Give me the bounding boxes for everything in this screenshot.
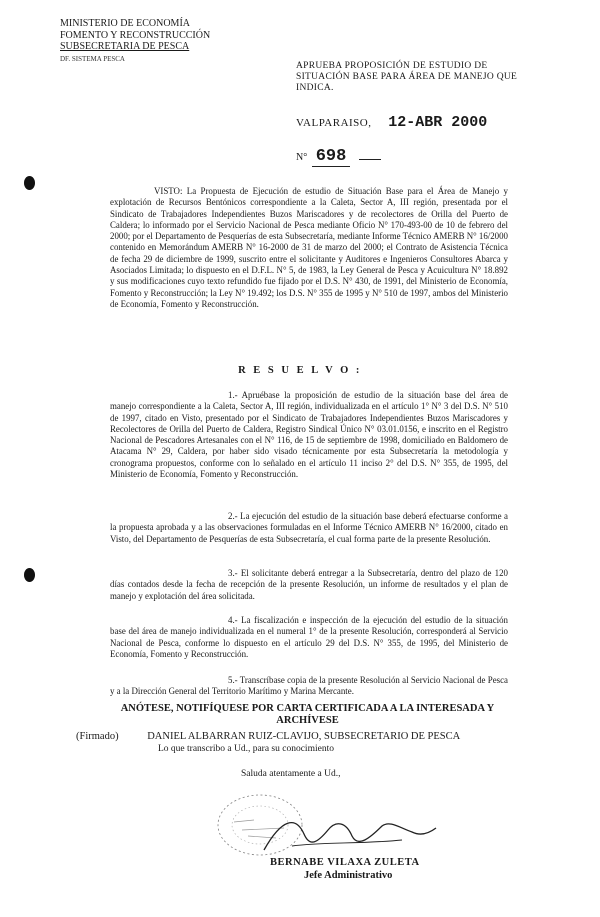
resuelvo-heading: R E S U E L V O :	[238, 365, 362, 376]
resolution-number	[296, 147, 381, 166]
number-suffix-line	[359, 159, 381, 160]
signed-label: (Firmado)	[76, 731, 119, 742]
stamped-date: 12-ABR 2000	[388, 114, 488, 131]
resolution-item-2: 2.- La ejecución del estudio de la situación base deberá efectuarse conforme a la propuesta aprobada y a las observaciones formuladas en el Informe Técnico AMERB N° 16/2000, citado en Visto, del Departamento de Pesquerías de esta Subsecretaría, el cual forma parte de la presente Resolución.	[110, 511, 508, 544]
letterhead	[60, 18, 230, 65]
letterhead-reference: DF. SISTEMA PESCA	[60, 54, 125, 63]
punch-hole-bottom	[24, 568, 35, 582]
letterhead-ministry: MINISTERIO DE ECONOMÍA	[60, 18, 190, 29]
place-city: VALPARAISO,	[296, 117, 372, 129]
handwritten-signature	[252, 812, 442, 858]
signer-name: BERNABE VILAXA ZULETA	[270, 857, 420, 868]
closing-formula: ANÓTESE, NOTIFÍQUESE POR CARTA CERTIFICADA A LA INTERESADA Y ARCHÍVESE	[120, 703, 495, 726]
number-value: 698	[312, 147, 351, 167]
number-prefix: N°	[296, 152, 308, 163]
visto-paragraph: VISTO: La Propuesta de Ejecución de estudio de Situación Base para el Área de Manejo y explotación de Recursos Bentónicos correspondiente a la Caleta, Sector A, III región, presentada por el Sindicato de Trabajadores Independientes Buzos Mariscadores y de recolectores de Orilla del Puerto de Caldera; lo informado por el Servicio Nacional de Pesca mediante Oficio N° 170-493-00 de 10 de febrero del 2000; por el Departamento de Pesquerías de esta Subsecretaría, mediante Informe Técnico AMERB N° 16/2000 contenido en Memorándum AMERB N° 16-2000 de 31 de marzo del 2000; el Contrato de Asistencia Técnica de fecha 29 de diciembre de 1999, suscrito entre el solicitante y Auditores e Ingenieros Consultores Abarca y Asociados Limitada; lo dispuesto en el D.F.L. N° 5, de 1983, la Ley General de Pesca y Acuicultura N° 18.892 y sus modificaciones cuyo texto refundido fue fijado por el D.S. N° 430, de 1991, del Ministerio de Economía, Fomento y Reconstrucción; la Ley N° 19.492; los D.S. N° 355 de 1995 y N° 510 de 1997, ambos del Ministerio de Economía, Fomento y Reconstrucción.	[110, 186, 508, 309]
transcribe-line: Lo que transcribo a Ud., para su conocimiento	[158, 744, 334, 754]
resolution-item-3: 3.- El solicitante deberá entregar a la Subsecretaría, dentro del plazo de 120 días contados desde la fecha de recepción de la presente Resolución, un informe de resultados y el plan de manejo y explotación del área solicitada.	[110, 568, 508, 601]
resolution-item-4: 4.- La fiscalización e inspección de la ejecución del estudio de la situación base del área de manejo individualizada en el numeral 1° de la presente Resolución, corresponderá al Servicio Nacional de Pesca, conforme lo dispuesto en el artículo 29 del D.S. N° 355, de 1995, del Ministerio de Economía, Fomento y Reconstrucción.	[110, 615, 508, 659]
punch-hole-top	[24, 176, 35, 190]
letterhead-subsecretaria: SUBSECRETARIA DE PESCA	[60, 41, 190, 52]
saluda-line: Saluda atentamente a Ud.,	[241, 769, 341, 779]
subject-heading: APRUEBA PROPOSICIÓN DE ESTUDIO DE SITUACIÓN BASE PARA ÁREA DE MANEJO QUE INDICA.	[296, 61, 518, 93]
signed-line	[76, 731, 460, 742]
signer-title: Jefe Administrativo	[304, 870, 393, 881]
letterhead-ministry-cont: FOMENTO Y RECONSTRUCCIÓN	[60, 29, 211, 41]
resolution-item-1: 1.- Apruébase la proposición de estudio de la situación base del área de manejo correspondiente a la Caleta, Sector A, III región, individualizada en el artículo 1° N° 3 del D.S. N° 510 de 1997, citado en Visto, presentado por el Sindicato de Trabajadores Independientes Buzos Mariscadores y Recolectores de Orilla del Puerto de Caldera, Registro Sindical Único N° 03.01.0156, e inscrito en el Registro Nacional de Pescadores Artesanales con el N° 116, de 15 de septiembre de 1998, domiciliado en Baldomero de Atacama N° 29, Caldera, por haber sido visado técnicamente por esta Subsecretaría la metodología y cronograma propuestos, conforme con lo señalado en el artículo 11 inciso 2° del D.S. N° 355, de 1995, del Ministerio de Economía, Fomento y Reconstrucción.	[110, 390, 508, 480]
signed-name: DANIEL ALBARRAN RUIZ-CLAVIJO, SUBSECRETARIO DE PESCA	[147, 731, 461, 742]
place-date-line	[296, 114, 487, 131]
resolution-item-5: 5.- Transcríbase copia de la presente Resolución al Servicio Nacional de Pesca y a la Dirección General del Territorio Marítimo y Marina Mercante.	[110, 675, 508, 697]
